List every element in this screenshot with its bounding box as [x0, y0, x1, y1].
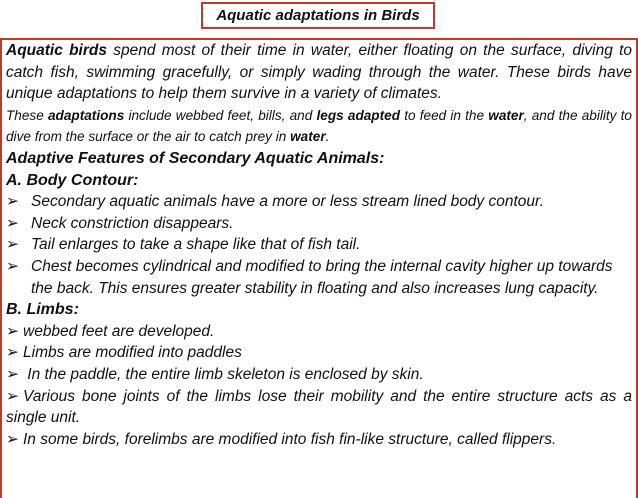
bullet-text: Neck constriction disappears.	[31, 214, 234, 232]
section-b-bullet	[6, 386, 632, 429]
bullet-arrow-icon: ➢	[6, 344, 19, 362]
intro-adaptations-text-3: to feed in the	[400, 107, 489, 123]
features-heading: Adaptive Features of Secondary Aquatic Animals:	[6, 149, 385, 167]
intro-adaptations-bold-4: water	[290, 129, 326, 145]
slide-content	[6, 40, 632, 450]
intro-adaptations-text-1: These	[6, 107, 48, 123]
intro-adaptations-bold-1: adaptations	[47, 107, 125, 123]
bullet-arrow-icon: ➢	[6, 214, 19, 232]
section-a-bullet	[6, 191, 632, 213]
section-a-heading: A. Body Contour:	[6, 171, 139, 189]
section-b-bullet	[6, 321, 632, 343]
section-a-bullet	[6, 234, 632, 256]
bullet-arrow-icon: ➢	[6, 365, 19, 383]
section-b-bullet	[6, 364, 632, 386]
intro-adaptations-paragraph	[6, 105, 632, 148]
intro-paragraph	[6, 40, 632, 105]
bullet-text: Limbs are modified into paddles	[23, 344, 242, 362]
bullet-arrow-icon: ➢	[6, 322, 19, 340]
bullet-arrow-icon: ➢	[6, 236, 19, 254]
bullet-text: Chest becomes cylindrical and modified to bring the internal cavity higher up towards the back. This ensures greater stability in floating and also increases lung capacity.	[31, 257, 613, 297]
bullet-text: webbed feet are developed.	[23, 322, 215, 340]
intro-bold-aquatic-birds: Aquatic birds	[6, 42, 107, 59]
intro-adaptations-text-5: .	[325, 129, 330, 145]
section-b-heading: B. Limbs:	[6, 301, 79, 319]
bullet-arrow-icon: ➢	[6, 193, 19, 211]
intro-adaptations-text-2: include webbed feet, bills, and	[124, 107, 317, 123]
bullet-arrow-icon: ➢	[6, 387, 19, 405]
section-a-bullet	[6, 213, 632, 235]
intro-text: spend most of their time in water, either floating on the surface, diving to catch fish, swimming gracefully, or simply wading through the water. These birds have unique adaptations to help them survive in a variety of climates.	[6, 42, 632, 103]
intro-adaptations-text-4: , and the ability to dive from the surface or the air to catch prey in	[6, 107, 632, 145]
bullet-text: In some birds, forelimbs are modified into fish fin-like structure, called flippers.	[23, 430, 557, 448]
section-b-bullet	[6, 429, 632, 451]
intro-adaptations-bold-2: legs adapted	[316, 107, 400, 123]
bullet-arrow-icon: ➢	[6, 257, 19, 275]
section-b-bullet	[6, 342, 632, 364]
bullet-text: In the paddle, the entire limb skeleton is enclosed by skin.	[23, 365, 424, 383]
bullet-text: Various bone joints of the limbs lose their mobility and the entire structure acts as a single unit.	[6, 387, 632, 427]
slide-title: Aquatic adaptations in Birds	[201, 2, 435, 29]
bullet-arrow-icon: ➢	[6, 430, 19, 448]
bullet-text: Secondary aquatic animals have a more or less stream lined body contour.	[31, 193, 544, 211]
intro-adaptations-bold-3: water	[488, 107, 524, 123]
bullet-text: Tail enlarges to take a shape like that of fish tail.	[31, 236, 361, 254]
section-a-bullet	[6, 256, 632, 299]
